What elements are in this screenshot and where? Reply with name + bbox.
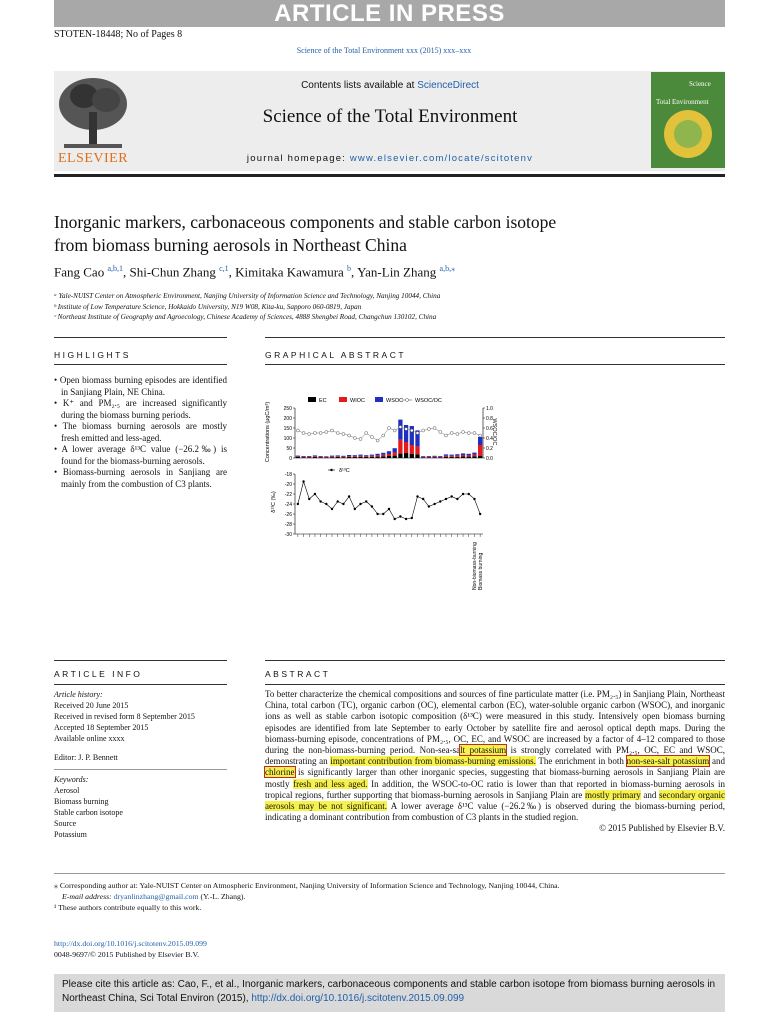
highlight-fresh-less-aged: fresh and less aged.	[293, 778, 368, 789]
author-affil-ref[interactable]: c,1	[219, 264, 229, 273]
right-tick-label: 0.0	[486, 455, 493, 462]
journal-cover-image	[651, 72, 725, 168]
keyword: Stable carbon isotope	[54, 808, 123, 817]
point-d13c	[325, 503, 327, 505]
bar-ec	[472, 456, 476, 458]
abstract-text: A lower average δ¹³C value (−26.2‰) is observed during the biomass-burning period, indicating a dominant contribution from combustion of C3 plants in the studied region.	[265, 801, 725, 823]
bar-wsoc	[341, 456, 345, 457]
bar-wsoc	[455, 454, 459, 455]
point-wsoc-oc	[359, 438, 362, 441]
bar-wsoc	[444, 454, 448, 455]
journal-homepage	[140, 153, 640, 164]
bar-ec	[364, 457, 368, 458]
author-list	[54, 264, 455, 280]
journal-citation-link[interactable]: Science of the Total Environment xxx (2015) xxx–xxx	[296, 46, 472, 55]
highlight-item: • K⁺ and PM₂.₅ are increased significantly during the biomass burning periods.	[54, 398, 227, 420]
author-name: , Yan-Lin Zhang	[351, 264, 440, 280]
bar-wsoc	[370, 455, 374, 456]
point-wsoc-oc	[376, 439, 379, 442]
point-d13c	[433, 503, 435, 505]
cite-text: Please cite this article as: Cao, F., et al., Inorganic markers, carbonaceous components and stable carbon isotope from biomass burning aerosols in Northeast China, Sci Total Environ (2015),	[62, 979, 716, 1004]
bar-wioc	[324, 457, 328, 458]
author-name: , Shi-Chun Zhang	[123, 264, 220, 280]
bar-ec	[427, 457, 431, 458]
y-tick-label: -26	[284, 511, 292, 518]
bar-wioc	[444, 456, 448, 457]
bar-wioc	[387, 454, 391, 456]
graphical-abstract-rule	[265, 337, 725, 338]
legend-wsoc: WSOC	[386, 398, 404, 404]
y-axis-label-bottom: δ¹³C (‰)	[271, 491, 277, 513]
point-wsoc-oc	[308, 433, 311, 436]
point-d13c	[302, 480, 304, 482]
abstract-rule-bottom	[265, 684, 725, 685]
bar-ec	[410, 454, 414, 458]
abstract-body	[265, 689, 725, 835]
bar-ec	[432, 457, 436, 458]
bar-wsoc	[381, 453, 385, 455]
point-wsoc-oc	[462, 431, 465, 434]
highlight-item: • Open biomass burning episodes are identified in Sanjiang Plain, NE China.	[54, 375, 227, 397]
bar-wioc	[296, 456, 300, 457]
abstract-text: and	[709, 756, 725, 767]
point-wsoc-oc	[336, 432, 339, 435]
bar-wioc	[467, 455, 471, 456]
keyword: Biomass burning	[54, 797, 109, 806]
bar-wioc	[353, 456, 357, 457]
point-wsoc-oc	[319, 432, 322, 435]
bar-ec	[296, 457, 300, 458]
article-title-line-1: Inorganic markers, carbonaceous components and stable carbon isotope	[54, 212, 557, 232]
doi-block	[54, 938, 207, 960]
bar-ec	[375, 457, 379, 458]
bar-wioc	[301, 457, 305, 458]
bar-wioc	[410, 445, 414, 454]
sciencedirect-link[interactable]: ScienceDirect	[417, 80, 479, 91]
bar-wioc	[432, 457, 436, 458]
bar-ec	[387, 456, 391, 458]
bar-ec	[319, 457, 323, 458]
highlight-item: • The biomass burning aerosols are mostly fresh emitted and less-aged.	[54, 421, 227, 443]
copyright: © 2015 Published by Elsevier B.V.	[599, 823, 725, 834]
author-name: , Kimitaka Kawamura	[228, 264, 348, 280]
point-wsoc-oc	[296, 429, 299, 432]
right-tick-label: 0.6	[486, 425, 493, 432]
bar-ec	[478, 456, 482, 458]
email-label: E-mail address:	[62, 892, 114, 901]
point-wsoc-oc	[410, 429, 413, 432]
point-d13c	[359, 503, 361, 505]
bar-wioc	[455, 456, 459, 457]
keyword: Aerosol	[54, 786, 80, 795]
legend-marker-wsoc-oc	[406, 399, 409, 402]
bar-wioc	[393, 453, 397, 456]
bar-wioc	[398, 440, 402, 454]
bar-wioc	[421, 457, 425, 458]
bar-ec	[330, 457, 334, 458]
bar-wsoc	[353, 455, 357, 456]
author-name: Fang Cao	[54, 264, 108, 280]
bar-ec	[467, 457, 471, 458]
article-title-line-2: from biomass burning aerosols in Northeast China	[54, 235, 407, 255]
point-wsoc-oc	[353, 437, 356, 440]
abstract-text: is significantly larger than other inorganic species, suggesting that biomass-burning aerosols in Sanjiang Plain are mostly	[265, 767, 725, 789]
bar-ec	[358, 457, 362, 458]
footnote-rule	[54, 873, 725, 874]
keyword: Potassium	[54, 830, 87, 839]
bar-wioc	[478, 445, 482, 456]
y-axis-label-top: Concentrations (μgC/m³)	[265, 401, 271, 463]
abstract-text: is strongly correlated with PM₂.₅, OC, EC and WSOC, demonstrating an	[265, 745, 725, 767]
bar-wioc	[347, 456, 351, 457]
bar-wsoc	[421, 456, 425, 457]
y-tick-label: 0	[289, 455, 292, 462]
point-d13c	[416, 495, 418, 497]
point-wsoc-oc	[444, 434, 447, 437]
bar-wsoc	[478, 437, 482, 445]
bar-wsoc	[307, 456, 311, 457]
bar-ec	[336, 457, 340, 458]
issn: 0048-9697/© 2015 Published by Elsevier B.V.	[54, 950, 200, 959]
bar-wsoc	[438, 456, 442, 457]
bar-ec	[461, 456, 465, 458]
author-affil-ref[interactable]: a,b,1	[107, 264, 124, 273]
article-info	[54, 689, 227, 840]
bar-wsoc	[364, 455, 368, 456]
bar-wsoc	[296, 456, 300, 457]
article-info-heading: ARTICLE INFO	[54, 669, 143, 679]
bar-ec	[415, 454, 419, 458]
point-wsoc-oc	[302, 432, 305, 435]
point-d13c	[314, 493, 316, 495]
cover-title-2: Total Environment	[656, 98, 709, 106]
abstract-text: To better characterize the chemical compositions and sources of fine particulate matter (i.e. PM₂.₅) in Sanjiang Plain, Northeast China, total carbon (TC), organic carbon (OC), elemental carbon (EC), water-soluble organic carbon (WSOC), and inorganic ions as well as stable carbon isotopic composition (δ¹³C) were measured in this study. Intensively open biomass burning episodes are identified from late September to early October by satellite fire and aerosol optical depth maps. During the biomass-burning episode, concentrations of PM₂.₅, OC, EC, and WSOC are increased by a factor of 4–12 compared to those during the non-biomass-burning period. Non-sea-sa	[265, 689, 725, 756]
keywords-label: Keywords:	[54, 775, 89, 784]
bar-wsoc	[450, 455, 454, 456]
highlights-rule-bottom	[54, 364, 227, 365]
bar-wsoc	[375, 454, 379, 456]
bar-ec	[438, 457, 442, 458]
point-d13c	[376, 513, 378, 515]
point-d13c	[399, 515, 401, 517]
point-d13c	[388, 508, 390, 510]
header-rule	[54, 174, 725, 177]
y-tick-label: 150	[283, 425, 292, 432]
article-info-rule-bottom	[54, 684, 227, 685]
point-d13c	[428, 505, 430, 507]
legend-swatch-wsoc	[375, 397, 383, 402]
bar-wsoc	[387, 451, 391, 454]
article-info-rule	[54, 660, 227, 661]
point-wsoc-oc	[313, 432, 316, 435]
point-wsoc-oc	[405, 428, 408, 431]
bar-wsoc	[319, 456, 323, 457]
keyword: Source	[54, 819, 77, 828]
bar-ec	[324, 457, 328, 458]
y-tick-label: -30	[284, 531, 292, 538]
bar-wsoc	[393, 448, 397, 452]
bar-wsoc	[472, 453, 476, 455]
corresponding-author: ⁎ Corresponding author at: Yale-NUIST Center on Atmospheric Environment, Nanjing University of Information Science and Technology, Nanjing 10044, China.	[54, 881, 560, 890]
bar-wioc	[427, 457, 431, 458]
bar-wsoc	[301, 456, 305, 457]
highlight-mostly-primary: mostly primary	[585, 789, 641, 800]
bar-wioc	[404, 442, 408, 453]
point-wsoc-oc	[382, 434, 385, 437]
homepage-link[interactable]: www.elsevier.com/locate/scitotenv	[349, 153, 534, 164]
bar-wioc	[461, 455, 465, 456]
right-tick-label: 1.0	[486, 405, 493, 412]
bar-ec	[341, 457, 345, 458]
bar-ec	[301, 457, 305, 458]
point-wsoc-oc	[479, 434, 482, 437]
graphical-abstract-heading: GRAPHICAL ABSTRACT	[265, 350, 407, 360]
bar-ec	[444, 457, 448, 458]
highlight-potassium: lt potassium	[460, 745, 507, 756]
point-wsoc-oc	[331, 429, 334, 432]
manuscript-id: STOTEN-18448; No of Pages 8	[54, 29, 183, 40]
point-d13c	[411, 517, 413, 519]
revised-date: Received in revised form 8 September 2015	[54, 712, 195, 721]
doi-link[interactable]: http://dx.doi.org/10.1016/j.scitotenv.2015.09.099	[54, 939, 207, 948]
y-tick-label: 50	[286, 445, 292, 452]
point-wsoc-oc	[456, 433, 459, 436]
highlights-rule	[54, 337, 227, 338]
highlight-chlorine: chlorine	[265, 767, 295, 778]
point-d13c	[319, 500, 321, 502]
affiliation-c: ᶜ Northeast Institute of Geography and Agroecology, Chinese Academy of Sciences, 4888 Shengbei Road, Changchun 130102, China	[54, 313, 437, 321]
bar-wsoc	[358, 455, 362, 456]
bar-wsoc	[313, 455, 317, 456]
abstract-text: In addition, the WSOC-to-OC ratio is lower than that reported in biomass-burning aerosols in tropical regions, further supporting that biomass-burning aerosols in Sanjiang Plain are	[265, 778, 725, 800]
point-d13c	[297, 503, 299, 505]
bar-wsoc	[427, 456, 431, 457]
legend-wsoc-oc: WSOC/OC	[415, 398, 442, 404]
point-d13c	[365, 500, 367, 502]
group-label-bb: Biomass burning	[478, 552, 484, 590]
point-wsoc-oc	[399, 426, 402, 429]
point-d13c	[479, 513, 481, 515]
group-label-non-bb: Non-biomass-burning	[472, 542, 478, 590]
y-tick-label: -24	[284, 501, 292, 508]
bar-wioc	[313, 456, 317, 457]
affiliation-a: ᵃ Yale-NUIST Center on Atmospheric Environment, Nanjing University of Information Science and Technology, Nanjing 10044, China	[54, 292, 441, 300]
cover-title-1: Science	[689, 80, 711, 88]
bar-ec	[398, 454, 402, 458]
legend-swatch-ec	[308, 397, 316, 402]
point-d13c	[308, 498, 310, 500]
y-tick-label: 100	[283, 435, 292, 442]
legend-d13c: δ¹³C	[339, 468, 350, 474]
point-d13c	[348, 495, 350, 497]
bar-ec	[313, 457, 317, 458]
point-d13c	[450, 495, 452, 497]
y-tick-label: -22	[284, 491, 292, 498]
y-tick-label: -20	[284, 481, 292, 488]
point-wsoc-oc	[416, 432, 419, 435]
online-date: Available online xxxx	[54, 734, 125, 743]
bar-wsoc	[330, 456, 334, 457]
bar-wioc	[336, 456, 340, 457]
point-d13c	[473, 498, 475, 500]
point-d13c	[393, 518, 395, 520]
highlight-secondary-aerosols: secondary organic aerosols may be not significant.	[265, 789, 726, 812]
footnotes	[54, 880, 725, 913]
bar-wioc	[341, 457, 345, 458]
point-d13c	[456, 498, 458, 500]
legend-swatch-wioc	[339, 397, 347, 402]
point-wsoc-oc	[342, 433, 345, 436]
y-axis-label-right: WSOC/OC	[491, 418, 497, 446]
bar-wioc	[375, 455, 379, 456]
email-suffix: (Y.-L. Zhang).	[198, 892, 246, 901]
bar-wioc	[307, 457, 311, 458]
bar-ec	[393, 456, 397, 458]
affiliations	[54, 291, 674, 323]
history-label: Article history:	[54, 690, 103, 699]
bar-wioc	[450, 456, 454, 457]
right-tick-label: 0.2	[486, 445, 493, 452]
editor: Editor: J. P. Bennett	[54, 752, 227, 770]
right-tick-label: 0.4	[486, 435, 493, 442]
bar-ec	[353, 457, 357, 458]
bar-ec	[455, 457, 459, 458]
author-affil-ref[interactable]: a,b,⁎	[439, 264, 456, 273]
email-link[interactable]: dryanlinzhang@gmail.com	[113, 892, 199, 901]
bar-wsoc	[336, 455, 340, 456]
y-tick-label: 200	[283, 415, 292, 422]
point-wsoc-oc	[473, 432, 476, 435]
bar-ec	[404, 453, 408, 458]
point-wsoc-oc	[422, 429, 425, 432]
journal-title: Science of the Total Environment	[262, 106, 518, 127]
affiliation-b: ᵇ Institute of Low Temperature Science, Hokkaido University, N19 W08, Kita-ku, Sapporo 060-0819, Japan	[54, 302, 362, 311]
legend-wioc: WIOC	[350, 398, 365, 404]
point-d13c	[342, 503, 344, 505]
bar-wioc	[472, 455, 476, 457]
contents-prefix: Contents lists available at	[301, 80, 418, 91]
bar-wsoc	[432, 456, 436, 457]
point-wsoc-oc	[370, 436, 373, 439]
point-d13c	[354, 508, 356, 510]
citation-box	[54, 974, 725, 1012]
point-wsoc-oc	[393, 429, 396, 432]
bar-wioc	[438, 457, 442, 458]
bar-ec	[347, 457, 351, 458]
point-d13c	[445, 498, 447, 500]
highlight-non-sea-salt-potassium: non-sea-salt potassium	[626, 756, 710, 767]
series-line-d13c	[298, 482, 480, 520]
point-wsoc-oc	[348, 434, 351, 437]
highlight-item: • Biomass-burning aerosols in Sanjiang are mainly from the combustion of C3 plants.	[54, 467, 227, 489]
bar-wsoc	[324, 456, 328, 457]
highlights-heading: HIGHLIGHTS	[54, 350, 131, 360]
bar-wioc	[330, 456, 334, 457]
point-wsoc-oc	[439, 431, 442, 434]
graphical-abstract-chart	[265, 392, 495, 604]
point-d13c	[337, 500, 339, 502]
point-d13c	[468, 493, 470, 495]
bar-ec	[307, 457, 311, 458]
bar-ec	[381, 456, 385, 458]
point-wsoc-oc	[325, 431, 328, 434]
cite-link[interactable]: http://dx.doi.org/10.1016/j.scitotenv.2015.09.099	[251, 993, 465, 1004]
legend-marker-d13c	[330, 469, 332, 471]
abstract-rule	[265, 660, 725, 661]
abstract-heading: ABSTRACT	[265, 669, 331, 679]
equal-contribution: ¹ These authors contribute equally to this work.	[54, 903, 202, 912]
abstract-text: and	[640, 789, 660, 800]
accepted-date: Accepted 18 September 2015	[54, 723, 149, 732]
author-affil-ref[interactable]: b	[347, 264, 352, 273]
bar-wsoc	[461, 453, 465, 455]
bar-ec	[450, 457, 454, 458]
point-d13c	[371, 505, 373, 507]
bar-wioc	[358, 456, 362, 457]
bar-wsoc	[347, 455, 351, 456]
bar-wioc	[319, 457, 323, 458]
homepage-prefix: journal homepage:	[246, 153, 350, 164]
point-wsoc-oc	[388, 427, 391, 430]
graphical-abstract-rule-bottom	[265, 364, 725, 365]
point-d13c	[439, 500, 441, 502]
article-title	[54, 211, 674, 257]
received-date: Received 20 June 2015	[54, 701, 129, 710]
elsevier-wordmark: ELSEVIER	[57, 151, 129, 166]
point-d13c	[382, 513, 384, 515]
point-wsoc-oc	[427, 428, 430, 431]
y-tick-label: 250	[283, 405, 292, 412]
highlights-list	[54, 375, 227, 490]
point-d13c	[462, 493, 464, 495]
legend-ec: EC	[319, 398, 327, 404]
right-tick-label: 0.8	[486, 415, 493, 422]
bar-wsoc	[467, 454, 471, 456]
highlight-important-contribution: important contribution from biomass-burning emissions.	[330, 756, 536, 767]
point-wsoc-oc	[365, 432, 368, 435]
point-d13c	[405, 518, 407, 520]
abstract-text: The enrichment in both	[535, 756, 627, 767]
bar-wioc	[415, 446, 419, 454]
point-wsoc-oc	[467, 432, 470, 435]
point-d13c	[331, 508, 333, 510]
bar-wioc	[370, 456, 374, 457]
bar-wioc	[381, 455, 385, 457]
article-in-press-banner: ARTICLE IN PRESS	[54, 0, 725, 27]
bar-wioc	[364, 456, 368, 457]
highlight-item: • A lower average δ¹³C value (−26.2‰) is found for the biomass-burning aerosols.	[54, 444, 227, 466]
bar-wsoc	[398, 420, 402, 440]
y-tick-label: -28	[284, 521, 292, 528]
point-wsoc-oc	[433, 427, 436, 430]
contents-line	[140, 80, 640, 91]
bar-ec	[370, 457, 374, 458]
point-wsoc-oc	[450, 432, 453, 435]
y-tick-label: -18	[284, 471, 292, 478]
point-d13c	[422, 498, 424, 500]
